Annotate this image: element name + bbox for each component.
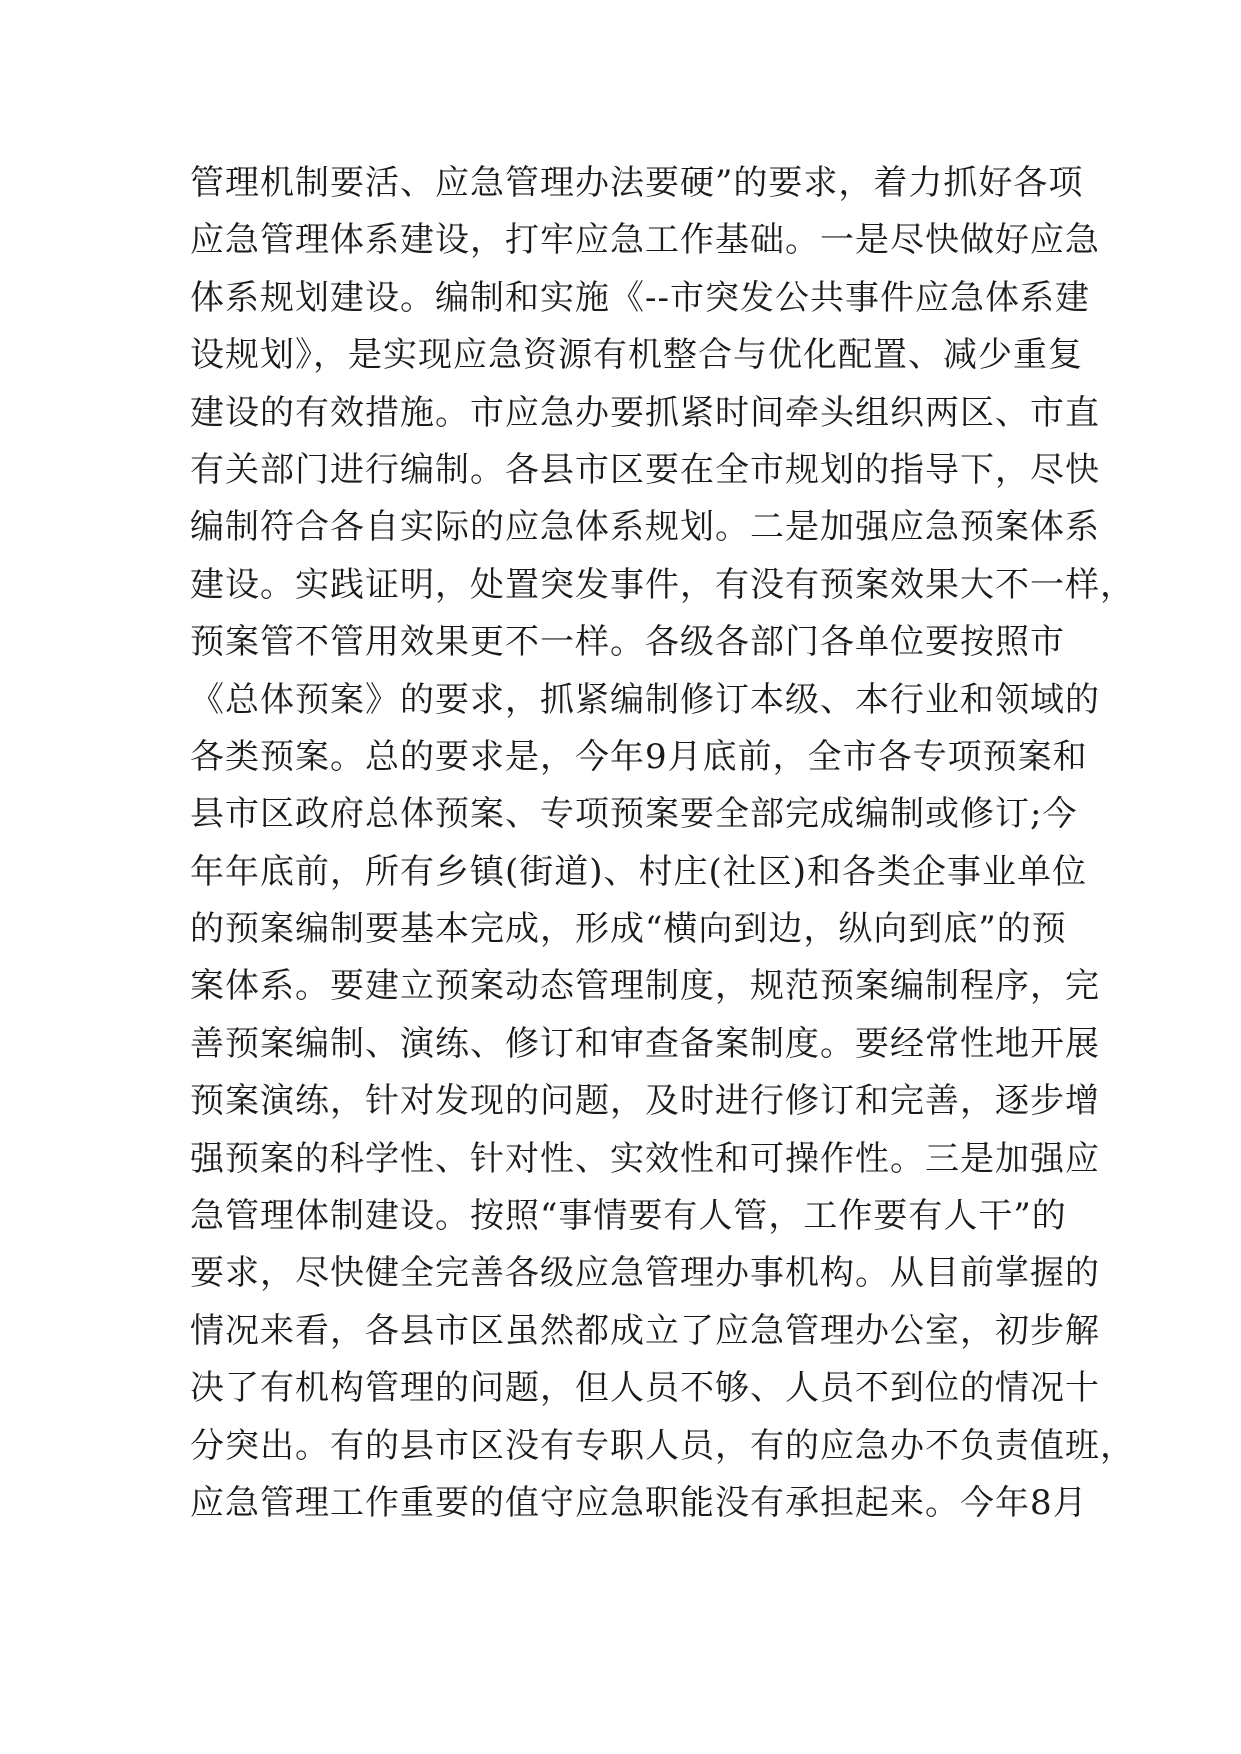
text-line: 决了有机构管理的问题，但人员不够、人员不到位的情况十 bbox=[190, 1368, 1100, 1409]
body-text bbox=[190, 155, 1135, 1532]
text-line: 案体系。要建立预案动态管理制度，规范预案编制程序，完 bbox=[190, 966, 1100, 1007]
text-line: 体系规划建设。编制和实施《--市突发公共事件应急体系建 bbox=[190, 277, 1090, 318]
text-line: 编制符合各自实际的应急体系规划。二是加强应急预案体系 bbox=[190, 507, 1100, 548]
text-line: 预案演练，针对发现的问题，及时进行修订和完善，逐步增 bbox=[190, 1081, 1100, 1122]
text-line: 各类预案。总的要求是，今年9月底前，全市各专项预案和 bbox=[190, 736, 1088, 777]
text-line: 应急管理工作重要的值守应急职能没有承担起来。今年8月 bbox=[190, 1482, 1088, 1523]
text-line: 强预案的科学性、针对性、实效性和可操作性。三是加强应 bbox=[190, 1138, 1100, 1179]
text-line: 的预案编制要基本完成，形成“横向到边，纵向到底”的预 bbox=[190, 909, 1067, 950]
text-line: 县市区政府总体预案、专项预案要全部完成编制或修订;今 bbox=[190, 794, 1078, 835]
text-line: 设规划》，是实现应急资源有机整合与优化配置、减少重复 bbox=[190, 335, 1083, 376]
text-line: 《总体预案》的要求，抓紧编制修订本级、本行业和领域的 bbox=[190, 679, 1100, 720]
text-line: 应急管理体系建设，打牢应急工作基础。一是尽快做好应急 bbox=[190, 220, 1100, 261]
text-line: 善预案编制、演练、修订和审查备案制度。要经常性地开展 bbox=[190, 1023, 1100, 1064]
text-line: 建设的有效措施。市应急办要抓紧时间牵头组织两区、市直 bbox=[190, 392, 1100, 433]
text-line: 管理机制要活、应急管理办法要硬”的要求，着力抓好各项 bbox=[190, 163, 1084, 203]
text-line: 年年底前，所有乡镇(街道)、村庄(社区)和各类企事业单位 bbox=[190, 851, 1088, 892]
text-line: 急管理体制建设。按照“事情要有人管，工作要有人干”的 bbox=[190, 1196, 1067, 1237]
text-line: 要求，尽快健全完善各级应急管理办事机构。从目前掌握的 bbox=[190, 1253, 1100, 1294]
text-line: 有关部门进行编制。各县市区要在全市规划的指导下，尽快 bbox=[190, 449, 1100, 490]
text-line: 情况来看，各县市区虽然都成立了应急管理办公室，初步解 bbox=[190, 1310, 1100, 1351]
text-line: 建设。实践证明，处置突发事件，有没有预案效果大不一样， bbox=[190, 564, 1135, 605]
text-line: 预案管不管用效果更不一样。各级各部门各单位要按照市 bbox=[190, 622, 1065, 663]
text-line: 分突出。有的县市区没有专职人员，有的应急办不负责值班， bbox=[190, 1425, 1135, 1466]
